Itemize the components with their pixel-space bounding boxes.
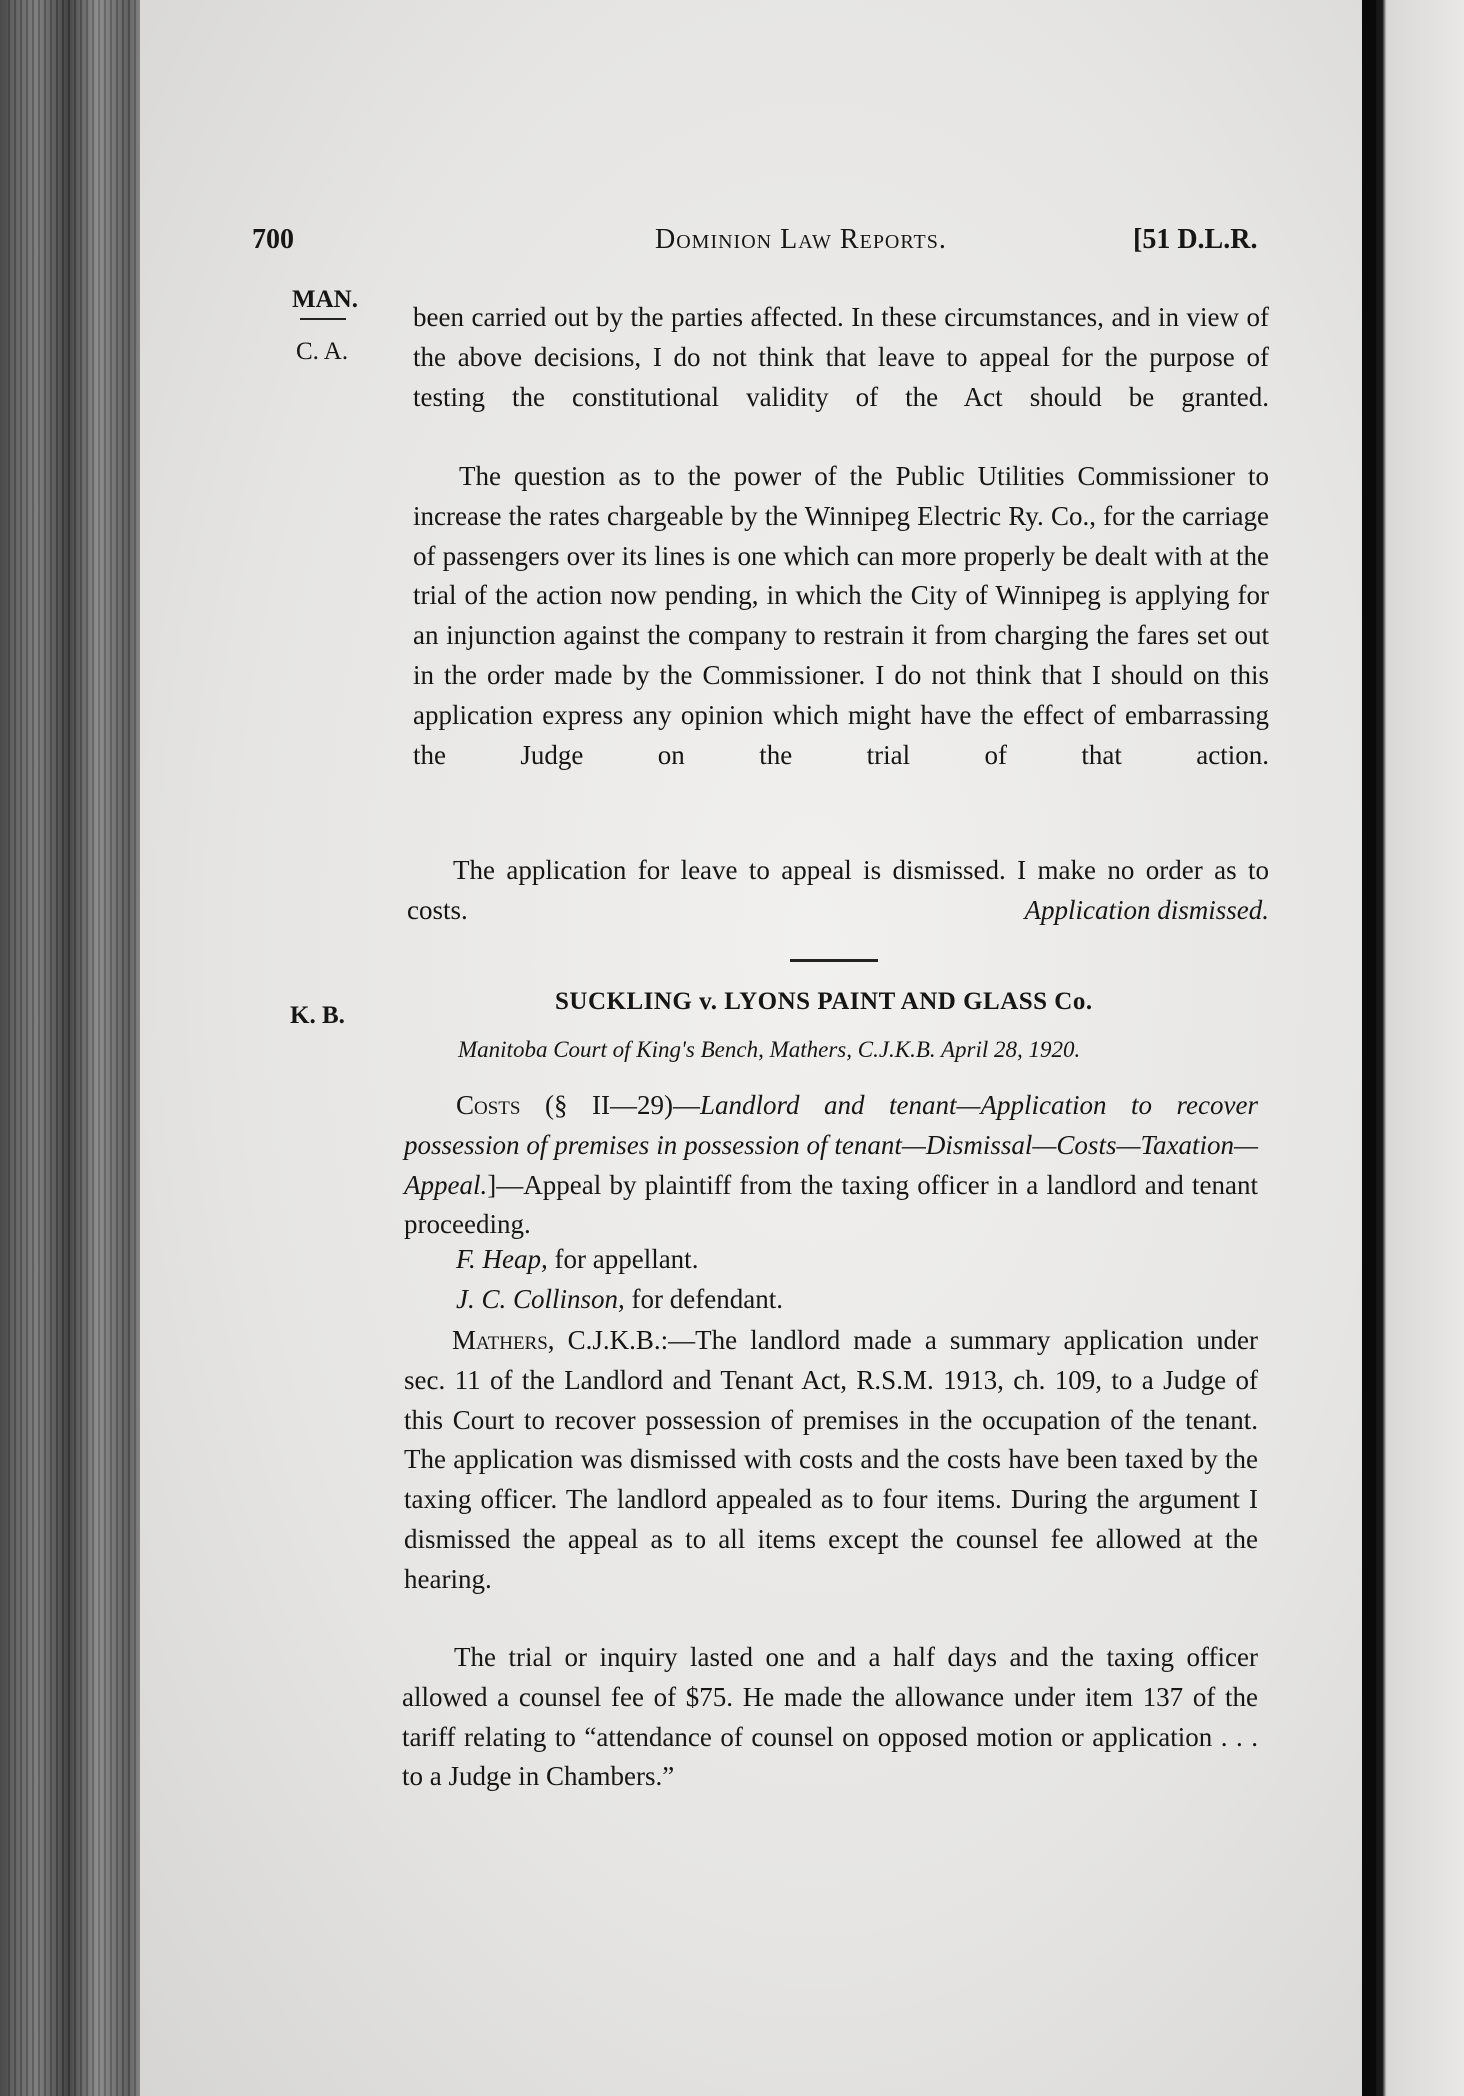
counsel-defendant-role: for defendant. [624,1284,783,1314]
margin-court-label: MAN. [292,286,358,313]
page-number: 700 [252,224,294,255]
margin-kb-label: K. B. [290,1002,345,1029]
paragraph-public-utilities: The question as to the power of the Public Utilities Commissioner to increase the rates chargeable by the Winnipeg Electric Ry. Co., for the carriage of passengers over its lines is one which can more properly be dealt with at the trial of the action now pending, in which the City of Winnipeg is applying for an injunction against the company to restrain it from charging the fares set out in the order made by the Commissioner. I do not think that I should on this application express any opinion which might have the effect of embarrassing the Judge on the trial of that action. [413,461,1269,770]
disposition-text: The application for leave to appeal is dismissed. I make no order as to costs. [407,855,1269,925]
headnote-section: (§ II—29)— [545,1090,700,1120]
counsel-defendant [456,1284,783,1315]
facing-page-edge [1362,0,1464,2096]
headnote-topics: Landlord and tenant—Application to recover possession of premises in possession of tenant—Dismissal—Costs—Taxation—Appeal. [404,1090,1258,1200]
counsel-appellant-role: for appellant. [547,1244,699,1274]
margin-division-label: C. A. [296,338,349,365]
case-citation: Manitoba Court of King's Bench, Mathers, C.J.K.B. April 28, 1920. [458,1037,1081,1062]
book-spine [0,0,150,2096]
counsel-appellant [456,1244,698,1275]
judgment-paragraph [404,1321,1258,1600]
counsel-defendant-name: J. C. Collinson, [456,1284,625,1314]
gutter-shadow [1362,0,1376,2096]
running-title: Dominion Law Reports. [655,224,947,255]
judgment-lead: , C.J.K.B.:— [547,1325,696,1355]
case-title: SUCKLING v. LYONS PAINT AND GLASS Co. [555,988,1093,1015]
trial-paragraph: The trial or inquiry lasted one and a half days and the taxing officer allowed a counsel fee of $75. He made the allowance under item 137 of the tariff relating to “attendance of counsel on opposed motion or application . . . to a Judge in Chambers.” [402,1642,1258,1792]
paragraph-continuation: been carried out by the parties affected. In these circumstances, and in view of the above decisions, I do not think that leave to appeal for the purpose of testing the constitutional validity of the Act should be granted. [413,302,1269,412]
margin-rule [300,318,346,320]
headnote-summary: ]—Appeal by plaintiff from the taxing officer in a landlord and tenant proceeding. [404,1169,1258,1240]
counsel-appellant-name: F. Heap, [456,1244,548,1274]
section-divider [790,959,878,962]
spine-texture [8,0,140,2096]
judgment-text: The landlord made a summary application under sec. 11 of the Landlord and Tenant Act, R.S.M. 1913, ch. 109, to a Judge of this Court to recover possession of premises in the occupation of the tenant. The application was dismissed with costs and the costs have been taxed by the taxing officer. The landlord appealed as to four items. During the argument I dismissed the appeal as to all items except the counsel fee allowed at the hearing. [404,1325,1259,1594]
disposition-label: Application dismissed. [1024,894,1269,925]
headnote-lead: Costs [456,1090,521,1120]
paragraph-disposition [407,851,1269,931]
headnote [404,1086,1258,1245]
volume-reference: [51 D.L.R. [1133,224,1258,255]
judge-name: Mathers [452,1325,548,1355]
